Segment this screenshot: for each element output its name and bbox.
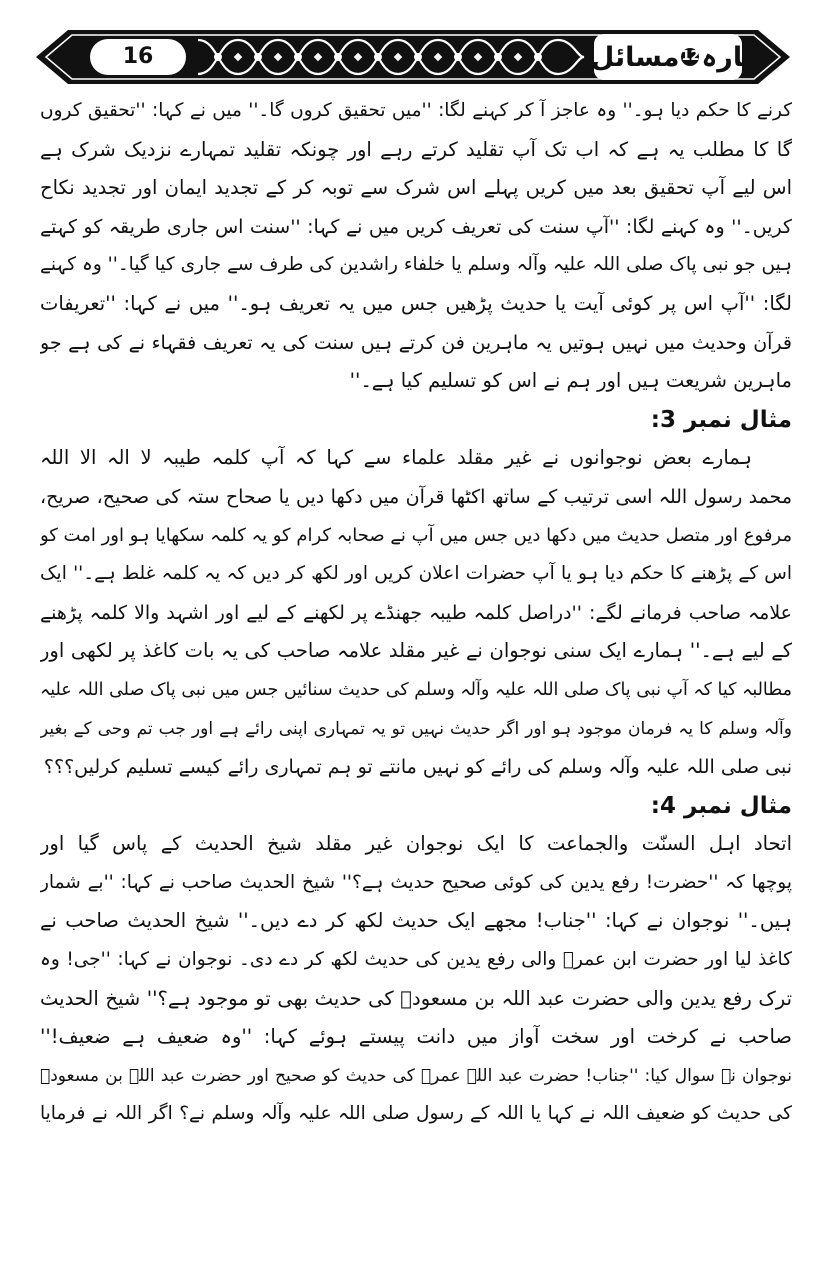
text-line: ہیں۔'' نوجوان نے کہا: ''جناب! مجھے ایک حدیث لکھ کر دے دیں۔'' شیخ الحدیث صاحب نے	[40, 909, 792, 933]
text-line: کریں۔'' وہ کہنے لگا: ''آپ سنت کی تعریف کریں میں نے کہا: ''سنت اس جاری طریقہ کو کہتے	[40, 215, 792, 238]
text-line: ہمارے بعض نوجوانوں نے غیر مقلد علماء سے کہا کہ آپ کلمہ طیبہ لا الہ الا اللہ	[40, 446, 752, 470]
book-title	[590, 34, 754, 80]
text-line: نوجوان نے سوال کیا: ''جناب! حضرت عبد اللہ عمرؓ کی حدیث کو صحیح اور حضرت عبد اللہ بن مسعودؓ	[40, 1065, 792, 1086]
example-heading: مثال نمبر 3:	[650, 406, 792, 433]
text-line: مطالبہ کیا کہ آپ نبی پاک صلی اللہ علیہ وآلہ وسلم کی حدیث سنائیں جس میں نبی پاک صلی اللہ علیہ	[40, 679, 792, 700]
text-line: ترک رفع یدین والی حضرت عبد اللہ بن مسعودؓ کی حدیث بھی تو موجود ہے؟'' شیخ الحدیث	[40, 986, 792, 1010]
page-header	[28, 26, 798, 88]
text-line: محمد رسول اللہ اسی ترتیب کے ساتھ اکٹھا قرآن میں دکھا دیں یا صحاح ستہ کی صحیح، صریح،	[40, 485, 792, 508]
page-number: 16	[122, 43, 154, 69]
text-line: مرفوع اور متصل حدیث میں دکھا دیں جس میں آپ نے صحابہ کرام کو یہ کلمہ سکھایا ہو اور امت کو	[40, 524, 792, 546]
text-line: اس لیے آپ تحقیق بعد میں کریں پہلے اس شرک سے توبہ کر کے تجدید ایمان اور تجدید نکاح	[40, 176, 792, 200]
text-line: علامہ صاحب فرمانے لگے: ''دراصل کلمہ طیبہ جھنڈے پر لکھنے کے لیے اور اشہد والا کلمہ پڑھنے	[40, 601, 792, 624]
text-line: ہیں جو نبی پاک صلی اللہ علیہ وآلہ وسلم یا خلفاء راشدین کی طرف سے جاری کیا گیا۔'' وہ کہنے	[40, 254, 792, 276]
text-line: اتحاد اہل السنّت والجماعت کا ایک نوجوان غیر مقلد شیخ الحدیث کے پاس گیا اور	[40, 832, 792, 856]
page-body	[40, 92, 792, 1134]
text-line: کرنے کا حکم دیا ہو۔'' وہ عاجز آ کر کہنے لگا: ''میں تحقیق کروں گا۔'' میں نے کہا: ''تحقیق کروں	[40, 100, 792, 121]
text-line: کاغذ لیا اور حضرت ابن عمرؓ والی رفع یدین کی حدیث لکھ کر دے دی۔ نوجوان نے کہا: ''جی! وہ	[40, 949, 792, 971]
text-line: گا کا مطلب یہ ہے کہ اب تک آپ تقلید کرتے رہے اور چونکہ تقلید تمہارے نزدیک شرک ہے	[40, 137, 792, 161]
text-line: قرآن وحدیث میں نہیں ہوتیں یہ ماہرین فن کرتے ہیں سنت کی یہ تعریف فقہاء نے کی ہے جو	[40, 331, 792, 354]
text-line: اس کے پڑھنے کا حکم دیا ہو یا آپ حضرات اعلان کریں اور لکھ کر دیں کہ یہ کلمہ غلط ہے۔'' ایک	[40, 563, 792, 585]
text-line: کے لیے ہے۔'' ہمارے ایک سنی نوجوان نے غیر مقلد علامہ صاحب کی یہ بات کاغذ پر لکھی اور	[40, 639, 792, 663]
text-line: صاحب نے کرخت اور سخت آواز میں دانت پیستے ہوئے کہا: ''وہ ضعیف ہے ضعیف!''	[40, 1025, 792, 1049]
example-heading: مثال نمبر 4:	[650, 792, 792, 819]
text-line: کی حدیث کو ضعیف اللہ نے کہا یا اللہ کے رسول صلی اللہ علیہ وآلہ وسلم نے؟ اگر اللہ نے فرمایا	[40, 1103, 792, 1125]
text-line: ماہرین شریعت ہیں اور ہم نے اس کو تسلیم کیا ہے۔''	[349, 369, 792, 393]
book-title-number: 12	[681, 49, 700, 64]
book-title-part2: مسائل	[590, 41, 680, 73]
text-line: پوچھا کہ ''حضرت! رفع یدین کی کوئی صحیح حدیث ہے؟'' شیخ الحدیث صاحب نے کہا: ''بے شمار	[40, 871, 792, 893]
book-title-part1: بارہ	[701, 41, 754, 73]
text-line: وآلہ وسلم کا یہ فرمان موجود ہو اور اگر حدیث نہیں تو یہ تمہاری اپنی رائے ہے اور جب تم وحی کے بغیر	[40, 718, 792, 739]
text-line: لگا: ''آپ اس پر کوئی آیت یا حدیث پڑھیں جس میں یہ تعریف ہو۔'' میں نے کہا: ''تعریفات	[40, 291, 792, 315]
text-line: نبی صلی اللہ علیہ وآلہ وسلم کی رائے کو نہیں مانتے تو ہم تمہاری رائے کیسے تسلیم کرلیں؟؟؟	[43, 756, 792, 779]
